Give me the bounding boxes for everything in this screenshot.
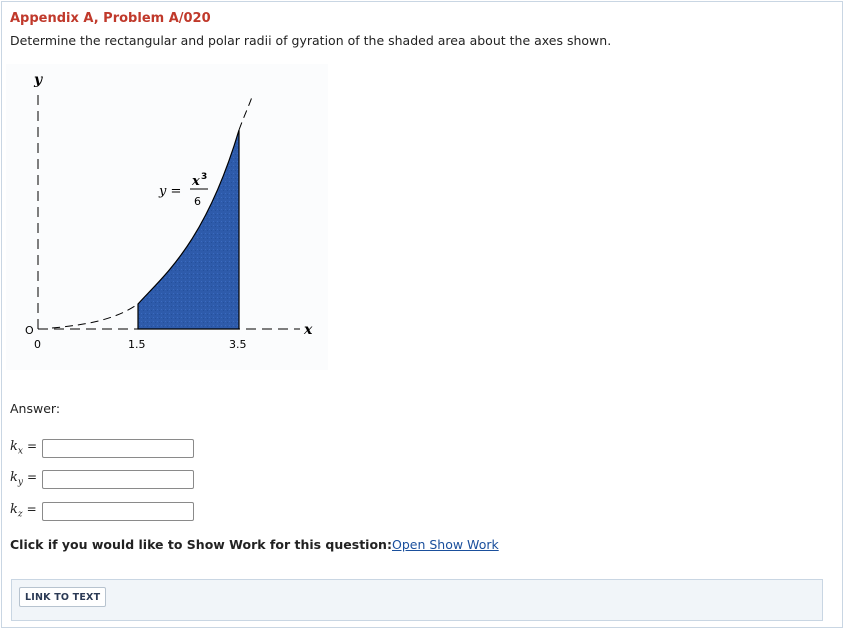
equation-denominator: 6 xyxy=(194,195,201,208)
ky-label: $k_y$ = xyxy=(10,470,38,488)
kz-input[interactable] xyxy=(42,502,194,521)
origin-label: O xyxy=(25,324,34,337)
tick-label-3-5: 3.5 xyxy=(229,338,247,351)
problem-title: Appendix A, Problem A/020 xyxy=(10,11,211,26)
open-show-work-link[interactable]: Open Show Work xyxy=(392,537,499,552)
tick-label-0: 0 xyxy=(34,338,41,351)
tick-label-1-5: 1.5 xyxy=(128,338,146,351)
show-work-prompt: Click if you would like to Show Work for this question: xyxy=(10,537,392,552)
link-to-text-panel xyxy=(11,579,823,621)
x-axis-label: x xyxy=(304,322,313,338)
y-axis-label: y xyxy=(34,72,43,88)
kx-input[interactable] xyxy=(42,439,194,458)
ky-input[interactable] xyxy=(42,470,194,489)
kx-label: $k_x$ = xyxy=(10,439,38,457)
equation-numerator: x xyxy=(192,174,200,189)
problem-figure xyxy=(0,64,330,370)
answer-row-kz xyxy=(10,500,194,522)
answer-row-ky xyxy=(10,468,194,490)
kz-label: $k_z$ = xyxy=(10,502,37,520)
equation-exponent: 3 xyxy=(201,172,208,182)
link-to-text-button[interactable]: LINK TO TEXT xyxy=(19,587,106,607)
answer-row-kx xyxy=(10,437,194,459)
question-text: Determine the rectangular and polar radii of gyration of the shaded area about the axes shown. xyxy=(10,33,612,48)
answer-label: Answer: xyxy=(10,401,61,416)
equation-lhs: y = xyxy=(159,184,182,199)
